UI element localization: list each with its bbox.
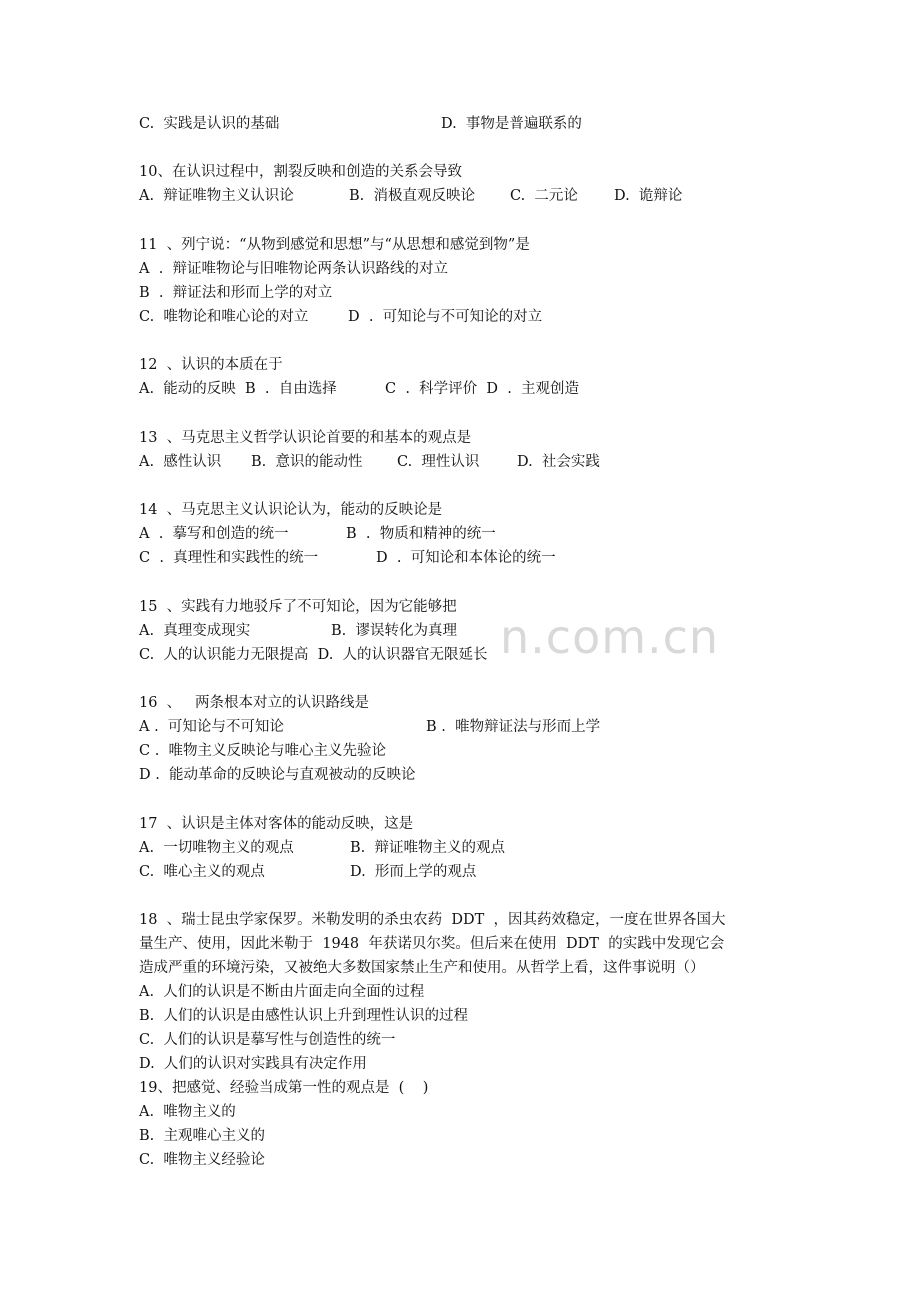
text-line: [139, 1150, 779, 1170]
text-segment: D. 人们的认识对实践具有决定作用: [139, 1056, 367, 1072]
text-segment: D. 社会实践: [517, 454, 600, 470]
text-line: [139, 1078, 779, 1098]
text-segment: A. 辩证唯物主义认识论: [139, 188, 294, 204]
text-segment: C. 二元论: [510, 188, 578, 204]
text-line: [139, 307, 779, 327]
text-segment: D. 形而上学的观点: [350, 864, 477, 880]
text-line: [139, 283, 779, 303]
text-line: [139, 814, 779, 834]
text-line: [139, 548, 779, 568]
text-segment: C. 唯物论和唯心论的对立: [139, 309, 309, 325]
text-line: [139, 934, 779, 954]
text-segment: C. 人们的认识是摹写性与创造性的统一: [139, 1032, 396, 1048]
text-line: [139, 838, 779, 858]
text-segment: B . 物质和精神的统一: [346, 526, 496, 542]
text-line: [139, 355, 779, 375]
text-segment: C. 实践是认识的基础: [139, 116, 280, 132]
text-line: [139, 452, 779, 472]
text-segment: B . 唯物辩证法与形而上学: [426, 719, 601, 735]
text-segment: D . 能动革命的反映论与直观被动的反映论: [139, 767, 416, 783]
text-segment: B. 人们的认识是由感性认识上升到理性认识的过程: [139, 1008, 468, 1024]
text-line: [139, 162, 779, 182]
text-line: [139, 693, 779, 713]
text-segment: A . 辩证唯物论与旧唯物论两条认识路线的对立: [139, 261, 449, 277]
text-segment: C . 科学评价 D . 主观创造: [385, 381, 580, 397]
text-segment: 17 、认识是主体对客体的能动反映，这是: [139, 816, 414, 832]
text-segment: A . 可知论与不可知论: [139, 719, 284, 735]
text-line: [139, 1126, 779, 1146]
text-segment: A. 人们的认识是不断由片面走向全面的过程: [139, 984, 425, 1000]
text-segment: 15 、实践有力地驳斥了不可知论，因为它能够把: [139, 599, 457, 615]
text-segment: A. 一切唯物主义的观点: [139, 840, 294, 856]
text-segment: C. 人的认识能力无限提高 D. 人的认识器官无限延长: [139, 647, 488, 663]
text-line: [139, 379, 779, 399]
text-line: [139, 524, 779, 544]
watermark: n.com.cn: [500, 610, 720, 664]
text-line: [139, 717, 779, 737]
text-segment: B. 谬误转化为真理: [331, 623, 457, 639]
text-segment: B. 消极直观反映论: [349, 188, 475, 204]
text-segment: D. 事物是普遍联系的: [441, 116, 582, 132]
text-line: [139, 428, 779, 448]
text-line: [139, 1102, 779, 1122]
text-line: [139, 1054, 779, 1074]
text-segment: 造成严重的环境污染，又被绝大多数国家禁止生产和使用。从哲学上看，这件事说明（）: [139, 960, 705, 976]
text-line: [139, 1006, 779, 1026]
text-line: [139, 500, 779, 520]
text-line: [139, 982, 779, 1002]
text-line: [139, 235, 779, 255]
text-segment: A. 能动的反映 B . 自由选择: [139, 381, 337, 397]
text-segment: 16 、 两条根本对立的认识路线是: [139, 695, 369, 711]
text-segment: 19、把感觉、经验当成第一性的观点是 ( ): [139, 1080, 429, 1096]
text-segment: C. 理性认识: [397, 454, 480, 470]
text-segment: B. 意识的能动性: [251, 454, 363, 470]
text-line: [139, 1030, 779, 1050]
text-segment: 18 、瑞士昆虫学家保罗。米勒发明的杀虫农药 DDT ，因其药效稳定，一度在世界各国大: [139, 912, 726, 928]
text-segment: C. 唯心主义的观点: [139, 864, 265, 880]
text-segment: C. 唯物主义经验论: [139, 1152, 265, 1168]
text-line: [139, 186, 779, 206]
text-line: [139, 114, 779, 134]
text-segment: 量生产、使用，因此米勒于 1948 年获诺贝尔奖。但后来在使用 DDT 的实践中发现它会: [139, 936, 725, 952]
text-segment: 10、在认识过程中，割裂反映和创造的关系会导致: [139, 164, 462, 180]
text-segment: A. 感性认识: [139, 454, 222, 470]
text-segment: B. 辩证唯物主义的观点: [350, 840, 505, 856]
text-line: [139, 862, 779, 882]
text-line: [139, 765, 779, 785]
text-segment: D . 可知论与不可知论的对立: [348, 309, 543, 325]
text-line: [139, 910, 779, 930]
text-segment: D . 可知论和本体论的统一: [376, 550, 556, 566]
text-segment: 11 、列宁说：“从物到感觉和思想”与“从思想和感觉到物”是: [139, 237, 530, 253]
text-segment: 14 、马克思主义认识论认为，能动的反映论是: [139, 502, 443, 518]
text-segment: 13 、马克思主义哲学认识论首要的和基本的观点是: [139, 430, 472, 446]
text-line: [139, 597, 779, 617]
text-segment: A. 真理变成现实: [139, 623, 251, 639]
text-line: [139, 645, 779, 665]
text-line: [139, 621, 779, 641]
text-segment: B . 辩证法和形而上学的对立: [139, 285, 333, 301]
text-segment: C . 唯物主义反映论与唯心主义先验论: [139, 743, 387, 759]
text-segment: 12 、认识的本质在于: [139, 357, 283, 373]
text-segment: A . 摹写和创造的统一: [139, 526, 289, 542]
text-line: [139, 958, 779, 978]
text-line: [139, 259, 779, 279]
text-segment: D. 诡辩论: [614, 188, 683, 204]
text-segment: C . 真理性和实践性的统一: [139, 550, 319, 566]
text-segment: B. 主观唯心主义的: [139, 1128, 265, 1144]
text-segment: A. 唯物主义的: [139, 1104, 236, 1120]
text-line: [139, 741, 779, 761]
